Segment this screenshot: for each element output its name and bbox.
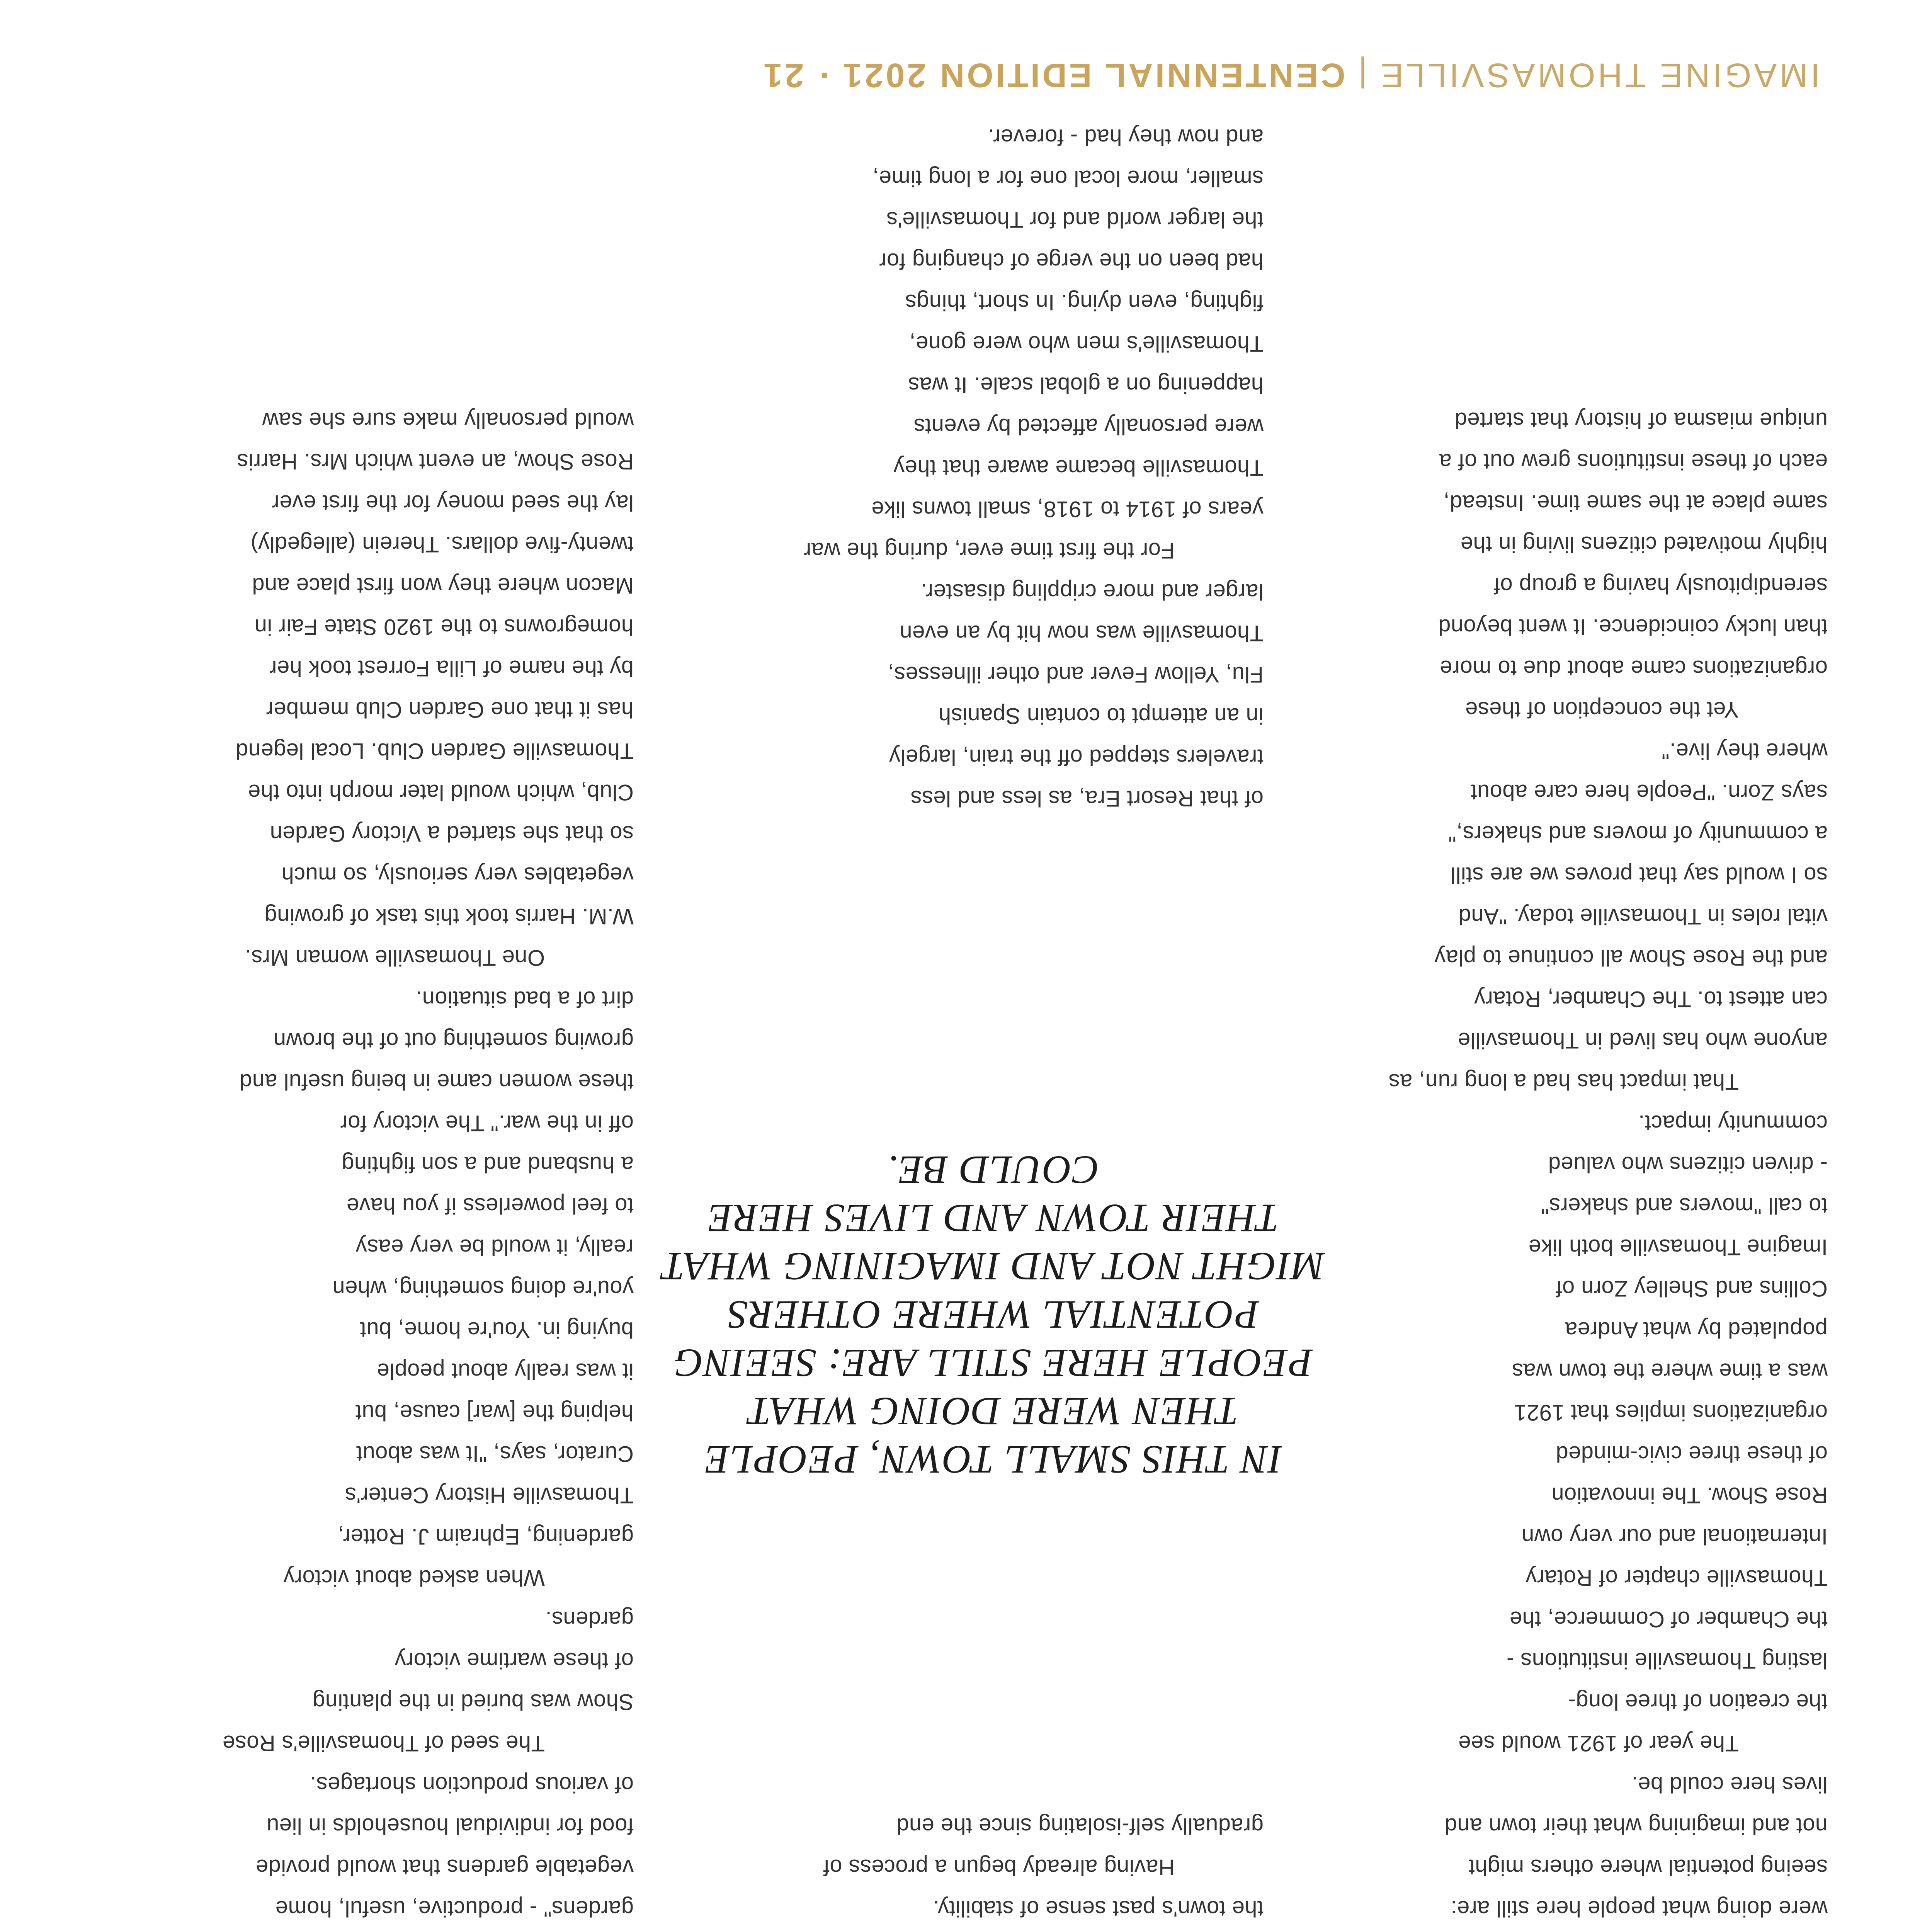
- text-line: Show was buried in the planting: [312, 1689, 634, 1714]
- text-line: says Zorn. "People here care about: [1470, 780, 1828, 805]
- text-line: larger and more crippling disaster.: [920, 579, 1264, 604]
- text-line: vegetable gardens that would provide: [255, 1855, 634, 1880]
- text-line: has it that one Garden Club member: [266, 697, 634, 722]
- text-line: were personally affected by events: [913, 414, 1264, 439]
- text-line: The year of 1921 would see: [1458, 1731, 1739, 1756]
- text-line: in an attempt to contain Spanish: [938, 703, 1264, 728]
- text-line: Thomasville became aware that they: [893, 455, 1264, 480]
- magazine-name: IMAGINE THOMASVILLE: [1378, 56, 1820, 95]
- text-line: and now they had - forever.: [988, 124, 1264, 150]
- text-line: Thomasville History Center's: [345, 1483, 634, 1508]
- pull-quote-line: MIGHT NOT AND IMAGINING WHAT: [661, 1244, 1325, 1289]
- text-line: happening on a global scale. It was: [908, 372, 1264, 398]
- text-line: organizations implies that 1921: [1514, 1400, 1828, 1425]
- text-line: same place at the same time. Instead,: [1443, 490, 1828, 515]
- article-column-right: [178, 400, 634, 1932]
- text-line: was a time where the town was: [1512, 1359, 1828, 1384]
- article-column-middle-top: [808, 1805, 1264, 1932]
- text-line: to call "movers and shakers": [1541, 1193, 1828, 1218]
- text-line: [808, 1929, 1264, 1932]
- text-line: Thomasville's men who were gone,: [909, 331, 1264, 356]
- text-line: gardening, Ephraim J. Rotter,: [338, 1524, 634, 1549]
- text-line: Collins and Shelley Zorn of: [1556, 1276, 1828, 1301]
- text-line: food for individual households in lieu: [266, 1813, 634, 1838]
- text-line: unique miasma of history that started: [1454, 408, 1828, 433]
- text-line: lives here could be.: [1631, 1772, 1828, 1797]
- text-line: can attest to. The Chamber, Rotary: [1474, 986, 1828, 1012]
- article-column-middle-bottom: [803, 116, 1264, 819]
- text-line: would personally make sure she saw: [262, 408, 634, 433]
- text-line: Having already begun a process of: [823, 1855, 1175, 1880]
- text-line: Thomasville chapter of Rotary: [1525, 1565, 1828, 1590]
- text-line: Macon where they won first place and: [252, 573, 634, 598]
- pull-quote-line: THEIR TOWN AND LIVES HERE: [707, 1196, 1279, 1240]
- text-line: where they live.": [1661, 738, 1828, 764]
- text-line: lay the seed money for the first ever: [272, 490, 634, 515]
- text-line: Rose Show, an event which Mrs. Harris: [237, 449, 634, 474]
- text-line: really, it would be very easy: [355, 1235, 634, 1260]
- text-line: [1372, 1929, 1828, 1932]
- text-line: than lucky coincidence. It went beyond: [1438, 614, 1828, 639]
- text-line: so that she started a Victory Garden: [270, 821, 634, 846]
- pull-quote: [618, 1146, 1368, 1484]
- text-line: gardens" - productive, useful, home: [275, 1896, 634, 1921]
- pull-quote-line: THEN WERE DOING WHAT: [748, 1389, 1238, 1434]
- text-line: serendipitously having a group of: [1493, 573, 1828, 598]
- text-line: a community of movers and shakers,": [1448, 821, 1828, 846]
- text-line: International and our very own: [1521, 1524, 1828, 1549]
- text-line: When asked about victory: [283, 1565, 545, 1590]
- text-line: populated by what Andrea: [1565, 1317, 1828, 1342]
- text-line: twenty-five dollars. Therein (allegedly): [250, 532, 634, 557]
- text-line: the Chamber of Commerce, the: [1509, 1607, 1828, 1632]
- text-line: gradually self-isolating since the end: [896, 1813, 1264, 1838]
- text-line: travelers stepped off the train, largely: [889, 745, 1264, 770]
- pull-quote-line: IN THIS SMALL TOWN, PEOPLE: [704, 1437, 1282, 1482]
- text-line: Thomasville was now hit by an even: [899, 621, 1264, 646]
- text-line: vital roles in Thomasville today. "And: [1458, 904, 1828, 929]
- text-line: off in the war." The victory for: [340, 1111, 634, 1136]
- pull-quote-line: COULD BE.: [887, 1148, 1099, 1192]
- folio-separator: |: [1356, 56, 1367, 95]
- text-line: For the first time ever, during the war: [803, 538, 1175, 563]
- text-line: had been on the verge of changing for: [879, 248, 1264, 274]
- text-line: One Thomasville woman Mrs.: [245, 945, 545, 970]
- text-line: fighting, even dying. In short, things: [905, 290, 1264, 315]
- text-line: a husband and a son fighting: [341, 1152, 634, 1177]
- text-line: were doing what people here still are:: [1451, 1896, 1828, 1921]
- text-line: of these three civic-minded: [1556, 1441, 1828, 1466]
- text-line: smaller, more local one for a long time,: [872, 166, 1264, 191]
- text-line: these women came in being useful and: [239, 1069, 634, 1094]
- text-line: organizations came about due to more: [1439, 656, 1828, 681]
- text-line: W.M. Harris took this task of growing: [264, 904, 634, 929]
- text-line: anyone who has lived in Thomasville: [1458, 1028, 1828, 1053]
- text-line: of these wartime victory: [395, 1648, 634, 1673]
- text-line: [178, 1929, 634, 1932]
- text-line: by the name of Lilla Forrest took her: [269, 656, 634, 681]
- text-line: you're doing something, when: [332, 1276, 634, 1301]
- text-line: Thomasville Garden Club. Local legend: [235, 738, 634, 764]
- text-line: Curator, says, "It was about: [356, 1441, 634, 1466]
- text-line: so I would say that proves we are still: [1450, 862, 1828, 888]
- text-line: each of these institutions grew out of a: [1439, 449, 1828, 474]
- text-line: gardens.: [545, 1607, 634, 1632]
- text-line: the creation of three long-: [1568, 1689, 1828, 1714]
- text-line: the larger world and for Thomasville's: [886, 207, 1264, 232]
- article-column-left: [1372, 400, 1828, 1932]
- text-line: dirt of a bad situation.: [415, 986, 634, 1012]
- text-line: Imagine Thomasville both like: [1528, 1235, 1828, 1260]
- edition-and-page-number: CENTENNIAL EDITION 2021 · 21: [761, 56, 1345, 95]
- text-line: buying in. You're home, but: [360, 1317, 634, 1342]
- text-line: That impact has had a long run, as: [1388, 1069, 1739, 1094]
- text-line: The seed of Thomasville's Rose: [222, 1731, 545, 1756]
- pull-quote-line: POTENTIAL WHERE OTHERS: [727, 1293, 1259, 1337]
- text-line: growing something out of the brown: [273, 1028, 634, 1053]
- text-line: it was really about people: [377, 1359, 634, 1384]
- text-line: of various production shortages.: [310, 1772, 634, 1797]
- text-line: helping the [war] cause, but: [355, 1400, 634, 1425]
- text-line: lasting Thomasville institutions -: [1506, 1648, 1828, 1673]
- text-line: - driven citizens who valued: [1548, 1152, 1828, 1177]
- text-line: Club, which would later morph into the: [248, 780, 634, 805]
- text-line: community impact.: [1638, 1111, 1828, 1136]
- text-line: years of 1914 to 1918, small towns like: [871, 497, 1264, 522]
- page-folio: [4, 46, 1820, 104]
- text-line: not and imagining what their town and: [1444, 1813, 1828, 1838]
- text-line: Rose Show. The innovation: [1551, 1483, 1828, 1508]
- pull-quote-line: PEOPLE HERE STILL ARE: SEEING: [673, 1341, 1313, 1385]
- text-line: of that Resort Era, as less and less: [910, 786, 1264, 811]
- text-line: vegetables very seriously, so much: [281, 862, 634, 888]
- text-line: the town's past sense of stability.: [933, 1896, 1264, 1921]
- text-line: highly motivated citizens living in the: [1460, 532, 1828, 557]
- text-line: seeing potential where others might: [1468, 1855, 1828, 1880]
- text-line: homegrowns to the 1920 State Fair in: [254, 614, 634, 639]
- text-line: Yet the conception of these: [1465, 697, 1739, 722]
- text-line: Flu, Yellow Fever and other illnesses,: [888, 662, 1264, 687]
- text-line: to feel powerless if you have: [346, 1193, 634, 1218]
- text-line: and the Rose Show all continue to play: [1434, 945, 1828, 970]
